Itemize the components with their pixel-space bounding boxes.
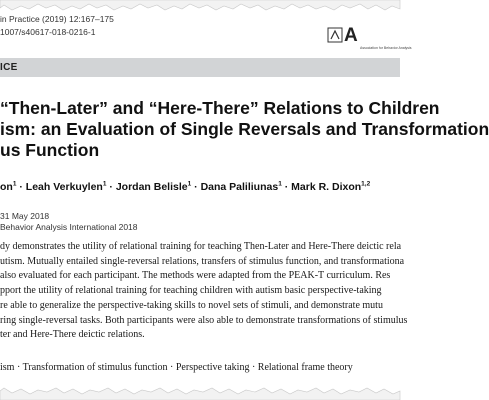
section-bar	[0, 58, 400, 77]
abstract-line: re able to generalize the perspective-taking skills to novel sets of stimuli, and demonstrate mutu	[0, 299, 383, 311]
author-name[interactable]: Mark R. Dixon	[291, 181, 362, 193]
torn-top-edge	[0, 0, 400, 14]
abstract	[0, 240, 408, 343]
article-title	[0, 98, 489, 161]
author-name[interactable]: Dana Paliliunas	[200, 181, 279, 193]
author-separator: ·	[19, 181, 26, 193]
author-affiliation: 1	[278, 180, 282, 188]
publisher-logo-mark-icon	[328, 28, 342, 42]
abstract-line: ter and Here-There deictic relations.	[0, 329, 145, 341]
keyword: Transformation of stimulus function	[22, 362, 168, 373]
publication-info	[0, 211, 400, 233]
author-affiliation: 1,2	[361, 180, 371, 188]
author-name[interactable]: Leah Verkuylen	[25, 181, 103, 193]
keyword: Perspective taking	[175, 362, 250, 373]
author-affiliation: 1	[12, 180, 17, 188]
publication-date: 31 May 2018	[0, 211, 50, 221]
keyword-separator: ·	[249, 362, 258, 373]
keywords	[0, 361, 400, 374]
abstract-line: utism. Mutually entailed single-reversal relations, transfers of stimulus function, and transformationa	[0, 255, 405, 267]
torn-bottom-edge	[0, 384, 400, 400]
keyword-separator: ·	[14, 362, 23, 373]
author-separator: ·	[194, 181, 201, 193]
title-line: ism: an Evaluation of Single Reversals and Transformation	[0, 119, 489, 139]
abstract-line: dy demonstrates the utility of relational training for teaching Then-Later and Here-There deictic rela	[0, 241, 402, 252]
author-affiliation: 1	[102, 180, 107, 188]
keyword-separator: ·	[167, 362, 176, 373]
abstract-line: pport the utility of relational training for teaching children with autism basic perspective-taking	[0, 285, 382, 297]
author-list	[0, 181, 400, 194]
copyright-line: Behavior Analysis International 2018	[0, 222, 138, 232]
publisher-logo-subtext: Association for Behavior Analysis	[360, 46, 412, 50]
publisher-logo-text: A	[344, 25, 358, 46]
title-line: “Then-Later” and “Here-There” Relations to Children	[0, 98, 440, 118]
journal-doi[interactable]: 1007/s40617-018-0216-1	[0, 27, 96, 37]
section-label: ICE	[0, 62, 18, 73]
keyword: ism	[0, 362, 15, 373]
abstract-line: also evaluated for each participant. The methods were adapted from the PEAK-T curriculum. Res	[0, 270, 391, 282]
author-affiliation: 1	[187, 180, 192, 188]
abstract-line: ring single-reversal tasks. Both participants were also able to demonstrate transformations of stimulus	[0, 314, 408, 326]
author-name[interactable]: Jordan Belisle	[115, 181, 188, 193]
publisher-logo	[340, 22, 412, 52]
journal-citation: in Practice (2019) 12:167–175	[0, 14, 114, 24]
title-line: us Function	[0, 140, 100, 160]
keyword: Relational frame theory	[257, 362, 353, 373]
author-separator: ·	[109, 181, 116, 193]
author-name[interactable]: on	[0, 181, 13, 193]
author-separator: ·	[284, 181, 292, 193]
